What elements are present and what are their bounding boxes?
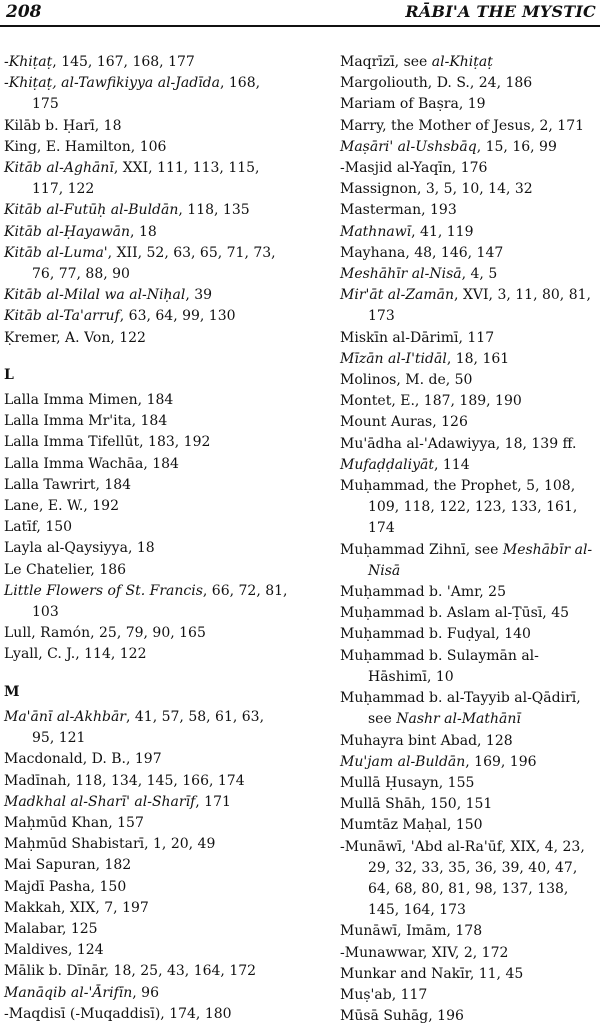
- index-entry: [340, 815, 598, 836]
- index-entry: [340, 624, 598, 645]
- index-entry-text: Makkah, XIX, 7, 197: [4, 899, 149, 916]
- index-entry-text: Mūsā Suhāg, 196: [340, 1008, 464, 1025]
- index-entry-title: Manāqib al-'Ārifīn: [4, 984, 133, 1001]
- index-entry-title: Madkhal al-Sharī' al-Sharīf: [4, 793, 196, 810]
- index-entry: [340, 285, 598, 327]
- page-header: [0, 0, 600, 30]
- index-entry: [340, 391, 598, 412]
- index-entry-text: Lull, Ramón, 25, 79, 90, 165: [4, 625, 206, 642]
- index-entry-text: Lyall, C. J., 114, 122: [4, 646, 147, 663]
- index-entry: [340, 116, 598, 137]
- index-entry-title: Maṣāri' al-Ushsbāq: [340, 138, 477, 155]
- index-entry: [340, 773, 598, 794]
- index-entry-text: , 114: [434, 456, 470, 473]
- index-entry-text: Mālik b. Dīnār, 18, 25, 43, 164, 172: [4, 963, 257, 980]
- index-entry: [340, 434, 598, 455]
- index-entry-text: Lalla Tawrirt, 184: [4, 476, 132, 493]
- index-entry-text: Masterman, 193: [340, 202, 457, 219]
- index-entry: [4, 834, 290, 855]
- index-entry-text: Muḥammad b. Fuḍyal, 140: [340, 626, 531, 643]
- index-entry: [4, 158, 290, 200]
- index-entry: [340, 412, 598, 433]
- index-entry-text: , 63, 64, 99, 130: [119, 308, 236, 325]
- index-entry-text: Mayhana, 48, 146, 147: [340, 244, 504, 261]
- index-entry-text: , 18, 161: [446, 350, 510, 367]
- index-entry-text: Le Chatelier, 186: [4, 561, 127, 578]
- index-entry-text: Malabar, 125: [4, 920, 98, 937]
- index-entry: [340, 731, 598, 752]
- index-entry-title: -Khiṭaṭ: [4, 54, 53, 70]
- index-entry: [340, 370, 598, 391]
- index-entry-title: Little Flowers of St. Francis: [4, 582, 203, 599]
- index-entry-text: , 41, 57, 58, 61, 63, 95, 121: [32, 708, 265, 747]
- index-entry-text: Lane, E. W., 192: [4, 498, 119, 515]
- index-entry-text: Mai Sapuran, 182: [4, 857, 132, 874]
- index-entry-text: Muḥammad b. Aslam al-Ṭūsī, 45: [340, 605, 570, 622]
- index-entry: [340, 137, 598, 158]
- index-entry-text: Muhayra bint Abad, 128: [340, 732, 513, 749]
- index-entry-text: Montet, E., 187, 189, 190: [340, 393, 522, 410]
- index-entry-text: Muḥammad Zihnī, see: [340, 541, 503, 558]
- index-entry: [340, 582, 598, 603]
- index-entry-text: Miskīn al-Dārimī, 117: [340, 329, 495, 346]
- index-letter-heading: L: [4, 366, 14, 383]
- index-entry-text: Maqrīzī, see: [340, 54, 432, 70]
- index-entry: [4, 813, 290, 834]
- index-entry: [4, 898, 290, 919]
- index-entry: [4, 855, 290, 876]
- index-entry: [340, 476, 598, 540]
- index-entry: [340, 688, 598, 730]
- index-entry-text: Lalla Imma Mr'ita, 184: [4, 413, 168, 430]
- index-entry: [340, 837, 598, 922]
- index-entry-title: Kitāb al-Milal wa al-Niḥal: [4, 287, 186, 304]
- index-entry-text: -Maqdisī (-Muqaddisī), 174, 180: [4, 1005, 232, 1022]
- index-entry-text: , 169, 196: [465, 753, 537, 770]
- index-entry-text: Majdī Pasha, 150: [4, 878, 127, 895]
- index-entry: [4, 454, 290, 475]
- index-entry-text: Ḳremer, A. Von, 122: [4, 329, 146, 346]
- index-entry-text: , 15, 16, 99: [476, 138, 557, 155]
- index-entry-title: Kitāb al-Ḥayawān: [4, 223, 131, 240]
- index-entry: [340, 985, 598, 1006]
- index-entry-text: Mariam of Baṣra, 19: [340, 96, 486, 113]
- index-entry-text: Munāwī, Imām, 178: [340, 923, 483, 940]
- index-entry: [4, 538, 290, 559]
- index-entry-text: Munkar and Nakīr, 11, 45: [340, 965, 524, 982]
- index-entry: [4, 940, 290, 961]
- index-entry: [340, 646, 598, 688]
- index-entry: [4, 475, 290, 496]
- index-entry: [4, 623, 290, 644]
- index-entry: [340, 943, 598, 964]
- index-entry-text: Maldives, 124: [4, 942, 104, 959]
- index-entry: [340, 73, 598, 94]
- index-entry: [4, 243, 290, 285]
- index-entry: [340, 540, 598, 582]
- index-column-left: [4, 52, 290, 1025]
- index-entry: [4, 432, 290, 453]
- index-entry: [340, 455, 598, 476]
- index-entry-text: Mullā Ḥusayn, 155: [340, 774, 475, 791]
- index-entry: [340, 752, 598, 773]
- index-entry: [4, 877, 290, 898]
- index-entry: [340, 179, 598, 200]
- index-entry-text: , 168, 175: [32, 75, 261, 113]
- index-entry: [4, 200, 290, 221]
- index-entry: [4, 285, 290, 306]
- index-entry-title: Mīzān al-I'tidāl: [340, 350, 447, 367]
- index-entry-title: Kitāb al-Luma': [4, 244, 108, 261]
- index-entry: [340, 328, 598, 349]
- index-entry-text: -Munāwī, 'Abd al-Ra'ūf, XIX, 4, 23, 29, 32, 33, 35, 36, 39, 40, 47, 64, 68, 80, 81, 98, 137, 138, 145, 164, 173: [340, 838, 585, 919]
- index-entry-text: , 18: [130, 223, 157, 240]
- index-entry-text: Mullā Shāh, 150, 151: [340, 796, 493, 813]
- index-entry-text: Muḥammad b. Sulaymān al-Hāshimī, 10: [340, 647, 539, 685]
- index-entry: [340, 94, 598, 115]
- index-entry: [340, 264, 598, 285]
- index-entry-title: Mu'jam al-Buldān: [340, 753, 466, 770]
- index-entry-text: Maḥmūd Khan, 157: [4, 814, 144, 831]
- index-entry-text: Lalla Imma Tifellūt, 183, 192: [4, 434, 211, 451]
- index-entry-title: al-Khiṭaṭ: [431, 54, 493, 70]
- index-entry-text: , 4, 5: [461, 266, 498, 283]
- index-entry: [340, 158, 598, 179]
- index-entry-text: , 145, 167, 168, 177: [52, 54, 195, 70]
- index-entry-text: , 41, 119: [411, 223, 474, 240]
- index-entry-text: Lalla Imma Mimen, 184: [4, 392, 174, 409]
- index-entry: [4, 644, 290, 665]
- index-entry-text: Muṣ'ab, 117: [340, 986, 428, 1003]
- index-entry: [340, 794, 598, 815]
- index-entry-text: , XXI, 111, 113, 115, 117, 122: [32, 160, 260, 198]
- index-entry-text: Margoliouth, D. S., 24, 186: [340, 75, 533, 92]
- index-entry: [340, 52, 598, 73]
- index-entry-text: -Masjid al-Yaqīn, 176: [340, 160, 488, 177]
- index-entry: [4, 411, 290, 432]
- index-entry: [4, 328, 290, 349]
- index-entry-text: Layla al-Qaysiyya, 18: [4, 540, 155, 557]
- index-entry: [4, 1004, 290, 1025]
- index-entry: [4, 961, 290, 982]
- index-entry: [4, 390, 290, 411]
- index-entry-text: Molinos, M. de, 50: [340, 372, 473, 389]
- index-entry-title: Meshāhīr al-Nisā: [340, 266, 462, 283]
- index-entry-title: Meshābīr al-Nisā: [368, 541, 593, 579]
- index-entry: [4, 116, 290, 137]
- index-entry-title: Kitāb al-Aghānī: [4, 160, 114, 177]
- index-entry-text: , 39: [185, 287, 213, 304]
- index-entry: [340, 921, 598, 942]
- index-entry-text: Lalla Imma Wachāa, 184: [4, 455, 179, 472]
- index-entry: [4, 137, 290, 158]
- index-entry-text: -Munawwar, XIV, 2, 172: [340, 944, 509, 961]
- index-entry: [4, 919, 290, 940]
- index-entry: [4, 749, 290, 770]
- index-entry: [4, 496, 290, 517]
- index-entry-title: Nashr al-Mathānī: [396, 711, 521, 728]
- index-entry: [4, 707, 290, 749]
- index-entry-text: Massignon, 3, 5, 10, 14, 32: [340, 181, 533, 198]
- index-entry-text: Muḥammad, the Prophet, 5, 108, 109, 118, 122, 123, 133, 161, 174: [340, 478, 578, 537]
- index-entry-text: King, E. Hamilton, 106: [4, 138, 167, 155]
- index-entry-text: , 118, 135: [178, 202, 250, 219]
- page-number: 208: [6, 2, 42, 22]
- index-entry: [4, 73, 290, 115]
- index-entry: [4, 306, 290, 327]
- index-entry-text: Latīf, 150: [4, 519, 73, 536]
- index-entry-text: , 96: [132, 984, 159, 1001]
- index-entry-text: , 66, 72, 81, 103: [32, 582, 288, 621]
- index-entry-text: Marry, the Mother of Jesus, 2, 171: [340, 117, 585, 134]
- index-entry: [4, 771, 290, 792]
- index-entry-title: Mufaḍḍaliyāt: [340, 456, 434, 473]
- index-entry-text: Madīnah, 118, 134, 145, 166, 174: [4, 772, 245, 789]
- index-entry: [340, 243, 598, 264]
- index-entry-title: Kitāb al-Futūḥ al-Buldān: [4, 202, 179, 219]
- index-column-right: [340, 52, 598, 1027]
- index-entry-title: Kitāb al-Ta'arruf: [4, 308, 120, 325]
- index-entry: [4, 792, 290, 813]
- index-entry-text: , XII, 52, 63, 65, 71, 73, 76, 77, 88, 90: [32, 244, 276, 283]
- header-rule: [0, 25, 600, 27]
- index-entry-text: , 171: [195, 793, 231, 810]
- index-entry-text: Muḥammad b. al-Tayyib al-Qādirī, see: [340, 690, 581, 728]
- index-entry-title: -Khiṭaṭ, al-Tawfikiyya al-Jadīda: [4, 75, 220, 92]
- index-entry: [4, 560, 290, 581]
- index-entry: [340, 603, 598, 624]
- index-entry-text: Maḥmūd Shabistarī, 1, 20, 49: [4, 836, 216, 853]
- index-entry: [4, 983, 290, 1004]
- running-head: RĀBI'A THE MYSTIC: [405, 2, 596, 21]
- index-entry-text: Kilāb b. Ḥarī, 18: [4, 117, 122, 134]
- index-entry-text: Macdonald, D. B., 197: [4, 751, 162, 768]
- index-entry: [4, 52, 290, 73]
- index-entry: [4, 222, 290, 243]
- index-entry-text: Mu'ādha al-'Adawiyya, 18, 139 ff.: [340, 435, 577, 452]
- index-entry: [4, 517, 290, 538]
- index-entry-text: Muḥammad b. 'Amr, 25: [340, 584, 506, 601]
- index-entry-title: Mathnawī: [340, 223, 412, 240]
- index-entry: [340, 200, 598, 221]
- index-entry-title: Mir'āt al-Zamān: [340, 287, 455, 304]
- index-entry-title: Ma'ānī al-Akhbār: [4, 708, 126, 725]
- index-entry: [340, 964, 598, 985]
- index-letter-heading: M: [4, 683, 20, 700]
- index-entry: [340, 222, 598, 243]
- index-entry-text: , XVI, 3, 11, 80, 81, 173: [368, 287, 591, 325]
- index-entry: [340, 349, 598, 370]
- index-entry-text: Mount Auras, 126: [340, 414, 468, 431]
- index-entry: [4, 581, 290, 623]
- index-entry-text: Mumtāz Maḥal, 150: [340, 817, 483, 834]
